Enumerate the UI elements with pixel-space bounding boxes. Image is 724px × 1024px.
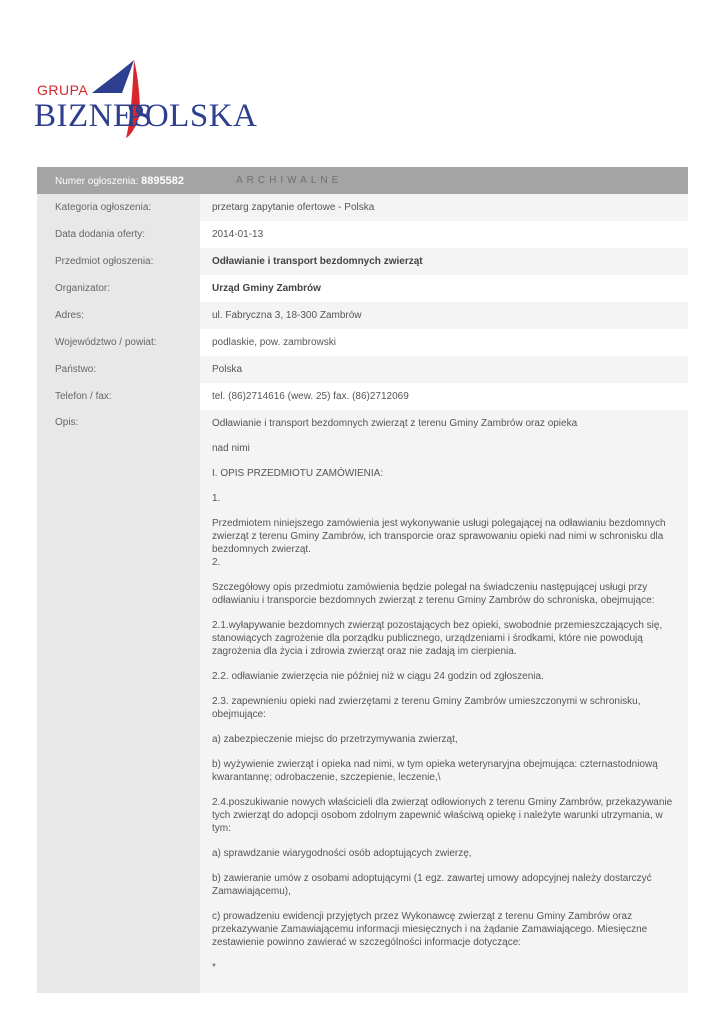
field-value: 2014-01-13	[212, 229, 264, 240]
logo-word-polska: POLSKA	[126, 98, 258, 134]
description-paragraph: b) wyżywienie zwierząt i opieka nad nimi, w tym opieka weterynaryjna obejmująca: czternastodniową kwarantannę; odrobaczenie, szczepienie, leczenie,\	[212, 759, 658, 783]
listing-number-label: Numer ogłoszenia:	[55, 176, 139, 187]
field-label: Organizator:	[37, 275, 200, 302]
field-value: Urząd Gminy Zambrów	[212, 283, 321, 294]
field-row-category	[37, 194, 688, 221]
field-row-subject	[37, 248, 688, 275]
field-label: Data dodania oferty:	[37, 221, 200, 248]
listing-table	[37, 167, 688, 993]
logo-word-grupa: GRUPA	[37, 82, 89, 98]
description-paragraph: 2.3. zapewnieniu opieki nad zwierzętami z terenu Gminy Zambrów umieszczonymi w schronisku, obejmujące:	[212, 696, 641, 720]
description-paragraph: c) prowadzeniu ewidencji przyjętych przez Wykonawcę zwierząt z terenu Gminy Zambrów oraz przekazywanie Zamawiającemu informacji miesięcznych i na żądanie Zamawiającego. Miesięczne zestawienie powinno zawierać w szczególności informacje dotyczące:	[212, 911, 648, 948]
logo	[34, 52, 258, 152]
field-label: Przedmiot ogłoszenia:	[37, 248, 200, 275]
description-paragraph: Szczegółowy opis przedmiotu zamówienia będzie polegał na świadczeniu następującej usługi przy odławianiu i transporcie bezdomnych zwierząt z terenu Gminy Zambrów do schroniska, obejmujące:	[212, 582, 655, 606]
description-paragraph: 2.2. odławianie zwierzęcia nie później niż w ciągu 24 godzin od zgłoszenia.	[212, 671, 544, 682]
listing-header	[37, 167, 688, 194]
description-paragraph: *	[212, 962, 216, 973]
logo-word-biznes: BIZNES	[34, 98, 153, 134]
description-paragraph: Odławianie i transport bezdomnych zwierząt z terenu Gminy Zambrów oraz opieka	[212, 418, 578, 429]
description-paragraph: nad nimi	[212, 443, 250, 454]
field-value: tel. (86)2714616 (wew. 25) fax. (86)2712069	[212, 391, 409, 402]
field-label: Adres:	[37, 302, 200, 329]
listing-number	[55, 175, 184, 187]
description-paragraph: 2.4.poszukiwanie nowych właścicieli dla zwierząt odłowionych z terenu Gminy Zambrów, przekazywanie tych zwierząt do adopcji osobom zdolnym zapewnić właściwą opiekę i należyte warunki utrzymania, w tym:	[212, 797, 673, 834]
field-row-description	[37, 410, 688, 993]
field-row-region	[37, 329, 688, 356]
field-label: Opis:	[37, 410, 200, 993]
field-row-address	[37, 302, 688, 329]
field-value: przetarg zapytanie ofertowe - Polska	[200, 194, 688, 221]
field-value: Polska	[200, 356, 688, 383]
description-paragraph: 2.1.wyłapywanie bezdomnych zwierząt pozostających bez opieki, swobodnie przemieszczających się, stanowiących zagrożenie dla porządku publicznego, urządzeniami i środkami, które nie powodują zagrożenia dla życia i zdrowia zwierząt oraz nie zadają im cierpienia.	[212, 620, 663, 657]
description-paragraph: a) sprawdzanie wiarygodności osób adoptujących zwierzę,	[212, 848, 472, 859]
field-value: Odławianie i transport bezdomnych zwierząt	[200, 248, 688, 275]
description-paragraph: 1.	[212, 493, 221, 504]
field-value: ul. Fabryczna 3, 18-300 Zambrów	[200, 302, 688, 329]
description-text	[200, 410, 688, 993]
description-paragraph: a) zabezpieczenie miejsc do przetrzymywania zwierząt,	[212, 734, 458, 745]
field-row-phone	[37, 383, 688, 410]
description-paragraph: I. OPIS PRZEDMIOTU ZAMÓWIENIA:	[212, 468, 384, 479]
field-label: Telefon / fax:	[37, 383, 200, 410]
field-label: Państwo:	[37, 356, 200, 383]
description-paragraph: Przedmiotem niniejszego zamówienia jest wykonywanie usługi polegającej na odławianiu bezdomnych zwierząt z terenu Gminy Zambrów, ich transporcie oraz sprawowaniu opieki nad nimi w schronisku dla bezdomnych zwierząt. 2.	[212, 518, 666, 568]
field-row-date	[37, 221, 688, 248]
field-label: Województwo / powiat:	[37, 329, 200, 356]
status-badge: ARCHIWALNE	[236, 175, 343, 186]
field-label: Kategoria ogłoszenia:	[37, 194, 200, 221]
field-row-country	[37, 356, 688, 383]
listing-number-value: 8895582	[141, 175, 184, 187]
field-row-organizer	[37, 275, 688, 302]
field-value: podlaskie, pow. zambrowski	[212, 337, 336, 348]
description-paragraph: b) zawieranie umów z osobami adoptującymi (1 egz. zawartej umowy adopcyjnej należy dostarczyć Zamawiającemu),	[212, 873, 652, 897]
